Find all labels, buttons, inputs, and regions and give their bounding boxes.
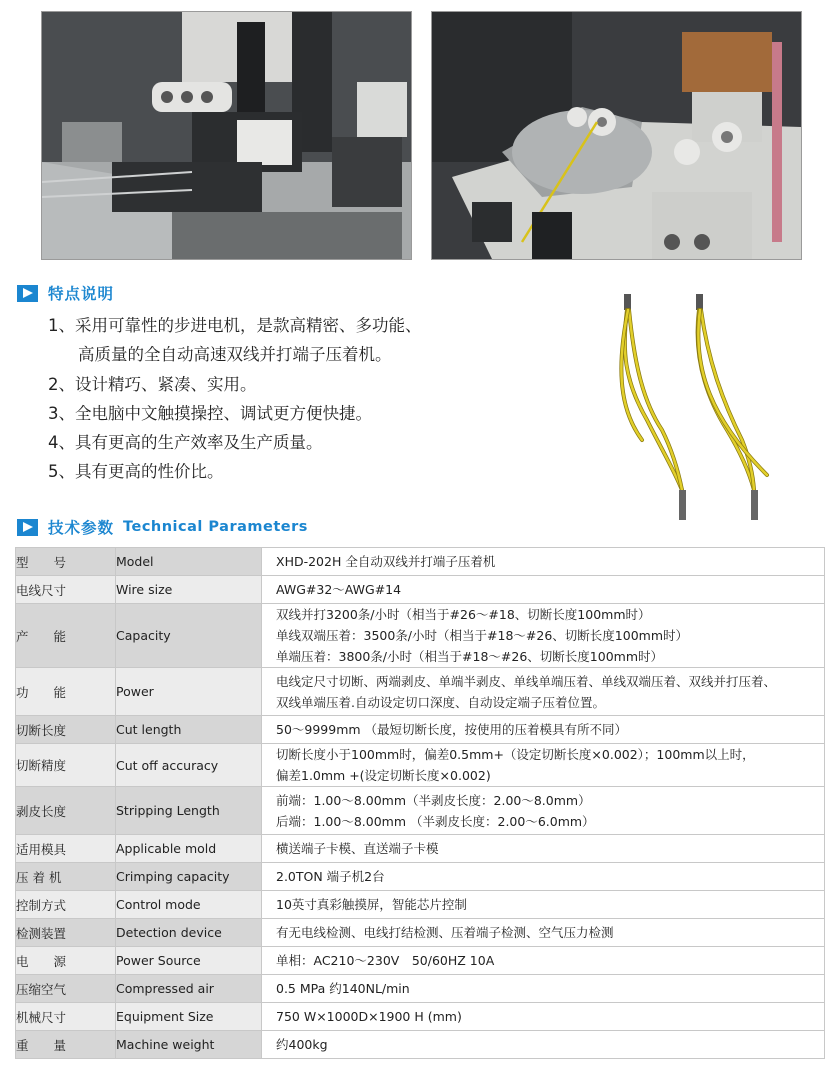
- spec-value: [262, 947, 825, 975]
- spec-row: [16, 863, 825, 891]
- wire-harness-illustration: [612, 290, 807, 530]
- spec-label-en: Power Source: [116, 947, 262, 975]
- spec-row: [16, 891, 825, 919]
- spec-label-zh: 压缩空气: [16, 975, 116, 1003]
- spec-value: [262, 1031, 825, 1059]
- spec-label-zh: 电 源: [16, 947, 116, 975]
- spec-label-en: Cut length: [116, 716, 262, 744]
- spec-row: [16, 716, 825, 744]
- spec-label-en: Capacity: [116, 604, 262, 668]
- spec-table: [15, 547, 825, 1059]
- tech-header: [17, 517, 308, 537]
- spec-label-zh: 电线尺寸: [16, 576, 116, 604]
- spec-row: [16, 1003, 825, 1031]
- spec-label-en: Control mode: [116, 891, 262, 919]
- spec-value: [262, 744, 825, 787]
- spec-value: [262, 716, 825, 744]
- spec-value-line: 2.0TON 端子机2台: [276, 869, 385, 884]
- feature-line: 5、具有更高的性价比。: [48, 462, 224, 482]
- spec-label-en: Crimping capacity: [116, 863, 262, 891]
- spec-label-en: Model: [116, 548, 262, 576]
- spec-label-en: Machine weight: [116, 1031, 262, 1059]
- feature-line: 3、全电脑中文触摸操控、调试更方便快捷。: [48, 403, 372, 423]
- spec-value-line: 单端压着：3800条/小时（相当于#18～#26、切断长度100mm时）: [276, 649, 663, 664]
- spec-value-line: 切断长度小于100mm时，偏差0.5mm+（设定切断长度×0.002）；100mm以上时，: [276, 747, 755, 762]
- spec-row: [16, 835, 825, 863]
- spec-value-line: 双线单端压着.自动设定切口深度、自动设定端子压着位置。: [276, 694, 605, 710]
- feature-line: 2、设计精巧、紧凑、实用。: [48, 374, 257, 394]
- spec-value-line: 横送端子卡模、直送端子卡模: [276, 841, 439, 856]
- spec-value-line: 双线并打3200条/小时（相当于#26～#18、切断长度100mm时）: [276, 607, 651, 622]
- spec-row: [16, 787, 825, 835]
- tech-subtitle: Technical Parameters: [123, 519, 308, 535]
- spec-value-line: 前端：1.00～8.00mm（半剥皮长度：2.00～8.0mm）: [276, 792, 591, 808]
- spec-value-line: XHD-202H 全自动双线并打端子压着机: [276, 554, 496, 569]
- spec-label-en: Equipment Size: [116, 1003, 262, 1031]
- play-arrow-icon: [17, 519, 38, 536]
- feature-line: 1、采用可靠性的步进电机，是款高精密、多功能、: [48, 316, 422, 335]
- tech-title: 技术参数: [48, 519, 115, 537]
- spec-value: [262, 1003, 825, 1031]
- spec-row: [16, 744, 825, 787]
- spec-label-zh: 重 量: [16, 1031, 116, 1059]
- spec-label-zh: 功 能: [16, 668, 116, 716]
- spec-value-line: AWG#32～AWG#14: [276, 582, 402, 597]
- feature-line: 4、具有更高的生产效率及生产质量。: [48, 433, 323, 453]
- spec-row: [16, 947, 825, 975]
- spec-value: [262, 668, 825, 716]
- spec-label-en: Compressed air: [116, 975, 262, 1003]
- features-header: [17, 283, 114, 303]
- spec-label-zh: 切断精度: [16, 744, 116, 787]
- play-arrow-icon: [17, 285, 38, 302]
- spec-row: [16, 576, 825, 604]
- spec-value-line: 10英寸真彩触摸屏，智能芯片控制: [276, 897, 467, 912]
- features-list: [48, 311, 608, 487]
- spec-value-line: 有无电线检测、电线打结检测、压着端子检测、空气压力检测: [276, 925, 614, 940]
- spec-value: [262, 576, 825, 604]
- spec-value-line: 0.5 MPa 约140NL/min: [276, 981, 410, 996]
- spec-row: [16, 548, 825, 576]
- spec-value: [262, 891, 825, 919]
- spec-row: [16, 668, 825, 716]
- spec-label-en: Applicable mold: [116, 835, 262, 863]
- spec-label-en: Stripping Length: [116, 787, 262, 835]
- machine-rotary-head-photo: [431, 11, 802, 260]
- spec-row: [16, 1031, 825, 1059]
- spec-label-zh: 型 号: [16, 548, 116, 576]
- spec-label-zh: 检测装置: [16, 919, 116, 947]
- spec-label-en: Wire size: [116, 576, 262, 604]
- spec-value: [262, 835, 825, 863]
- spec-value: [262, 863, 825, 891]
- spec-label-zh: 机械尺寸: [16, 1003, 116, 1031]
- spec-value: [262, 975, 825, 1003]
- spec-value-line: 约400kg: [276, 1037, 328, 1052]
- spec-row: [16, 604, 825, 668]
- spec-label-zh: 压 着 机: [16, 863, 116, 891]
- wire-harness-left: [621, 294, 686, 520]
- features-title: 特点说明: [48, 285, 115, 303]
- wire-harness-right: [696, 294, 767, 520]
- spec-value-line: 50～9999mm （最短切断长度，按使用的压着模具有所不同）: [276, 722, 628, 737]
- spec-value-line: 后端：1.00～8.00mm （半剥皮长度：2.00～6.0mm）: [276, 813, 595, 829]
- spec-label-zh: 适用模具: [16, 835, 116, 863]
- spec-label-en: Cut off accuracy: [116, 744, 262, 787]
- spec-value-line: 电线定尺寸切断、两端剥皮、单端半剥皮、单线单端压着、单线双端压着、双线并打压着、: [276, 673, 777, 689]
- spec-value-line: 偏差1.0mm +(设定切断长度×0.002): [276, 768, 491, 783]
- spec-value: [262, 548, 825, 576]
- spec-value: [262, 787, 825, 835]
- spec-label-zh: 切断长度: [16, 716, 116, 744]
- spec-value: [262, 604, 825, 668]
- feature-line: 高质量的全自动高速双线并打端子压着机。: [78, 345, 392, 365]
- spec-label-zh: 控制方式: [16, 891, 116, 919]
- spec-label-en: Detection device: [116, 919, 262, 947]
- machine-closeup-photo: [41, 11, 412, 260]
- spec-value-line: 单线双端压着：3500条/小时（相当于#18～#26、切断长度100mm时）: [276, 628, 688, 643]
- spec-row: [16, 919, 825, 947]
- spec-label-zh: 剥皮长度: [16, 787, 116, 835]
- spec-label-en: Power: [116, 668, 262, 716]
- spec-value-line: 单相：AC210～230V 50/60HZ 10A: [276, 953, 495, 968]
- spec-value: [262, 919, 825, 947]
- spec-row: [16, 975, 825, 1003]
- spec-value-line: 750 W×1000D×1900 H (mm): [276, 1009, 462, 1024]
- spec-label-zh: 产 能: [16, 604, 116, 668]
